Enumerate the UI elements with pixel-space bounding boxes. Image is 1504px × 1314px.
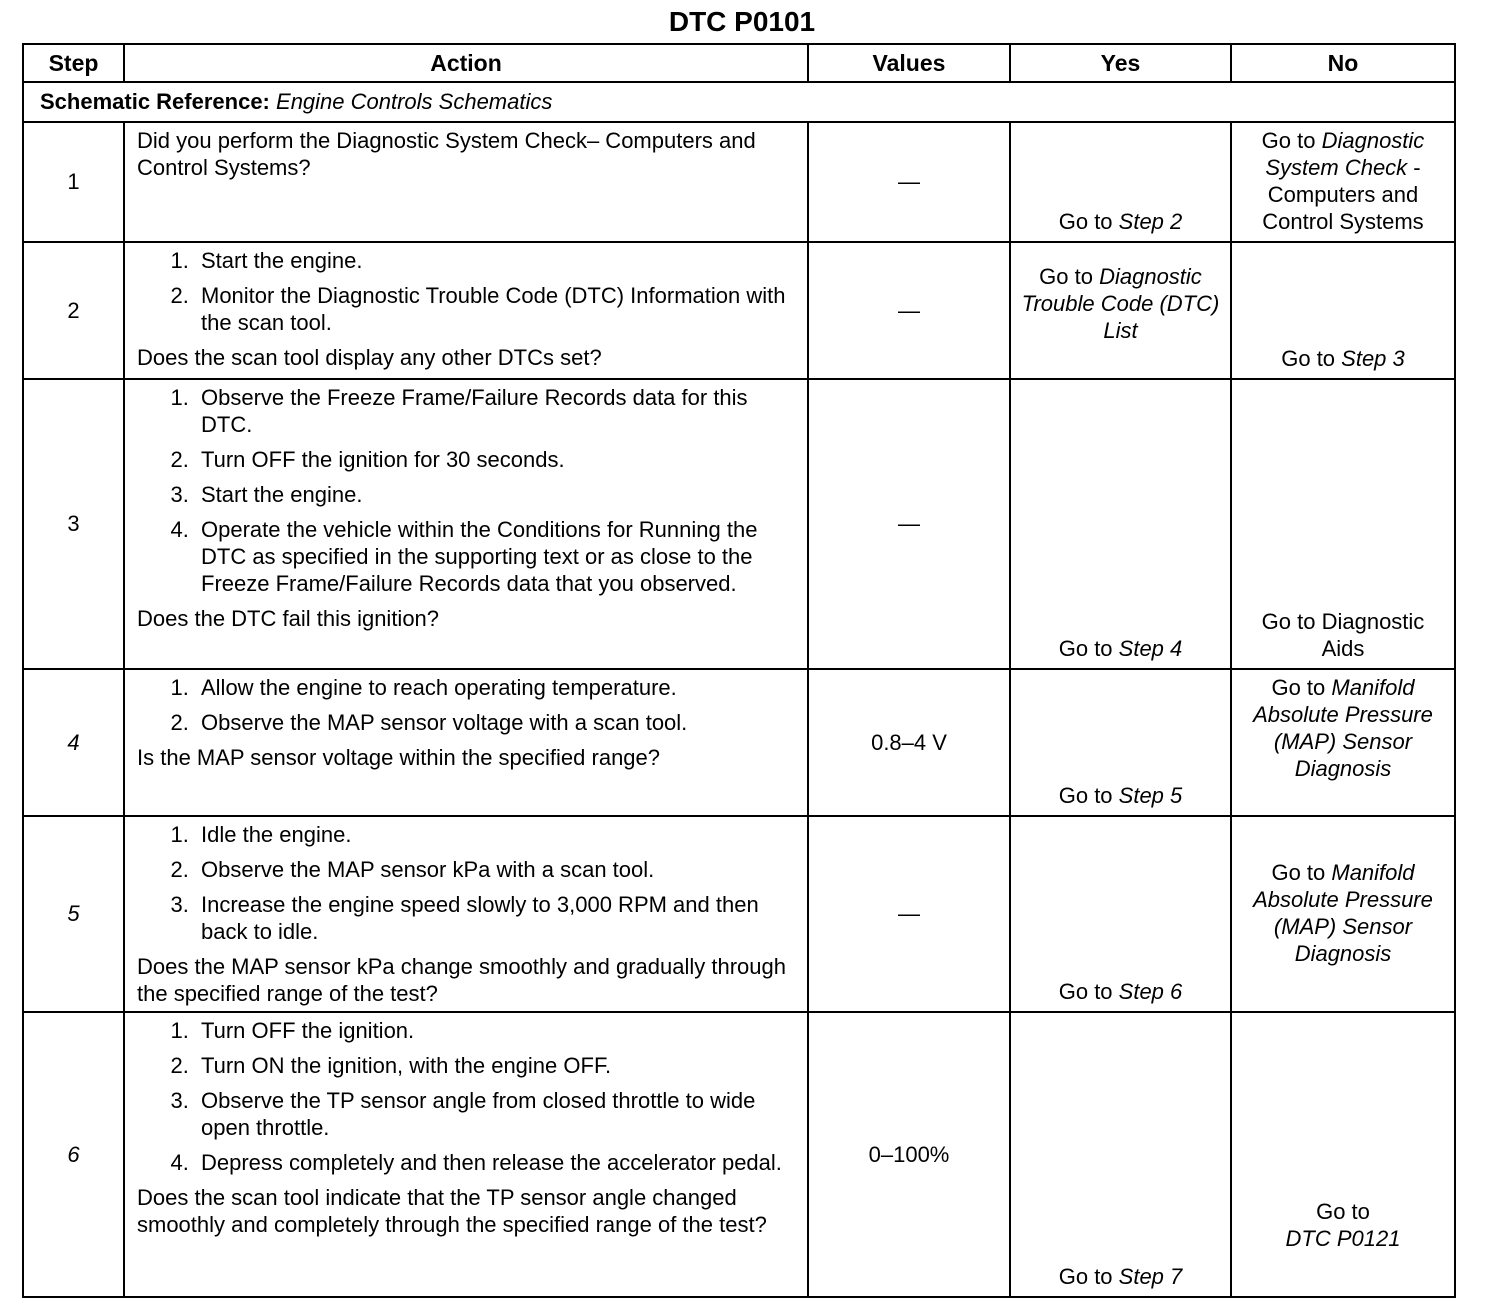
- yes-cell: [1010, 816, 1231, 1012]
- action-item: 2. Observe the MAP sensor voltage with a scan tool.: [195, 709, 797, 736]
- yes-link[interactable]: Step 4: [1118, 636, 1183, 661]
- action-item: 3. Observe the TP sensor angle from closed throttle to wide open throttle.: [195, 1087, 797, 1141]
- action-question: Does the DTC fail this ignition?: [137, 606, 440, 631]
- action-item: 1. Observe the Freeze Frame/Failure Records data for this DTC.: [195, 384, 797, 438]
- action-item: 4. Operate the vehicle within the Conditions for Running the DTC as specified in the supporting text or as close to the Freeze Frame/Failure Records data that you observed.: [195, 516, 797, 597]
- yes-prefix: Go to: [1058, 209, 1119, 234]
- yes-link[interactable]: Step 2: [1118, 209, 1183, 234]
- value-cell: 0–100%: [808, 1012, 1010, 1297]
- no-prefix: Go to: [1281, 346, 1342, 371]
- action-list: [137, 1017, 797, 1176]
- no-prefix: Go to: [1261, 128, 1322, 153]
- step-number: 1: [23, 122, 124, 242]
- no-link[interactable]: DTC P0121: [1285, 1226, 1401, 1251]
- step-number: 2: [23, 242, 124, 379]
- action-item: 3. Start the engine.: [195, 481, 797, 508]
- no-cell: [1231, 379, 1455, 669]
- yes-prefix: Go to: [1039, 264, 1100, 289]
- no-link[interactable]: Step 3: [1341, 346, 1405, 371]
- yes-cell: [1010, 122, 1231, 242]
- action-item: 2. Turn OFF the ignition for 30 seconds.: [195, 446, 797, 473]
- no-prefix: Go to: [1271, 860, 1332, 885]
- action-cell: [124, 242, 808, 379]
- action-item: 2. Monitor the Diagnostic Trouble Code (DTC) Information with the scan tool.: [195, 282, 797, 336]
- schematic-reference: [23, 82, 1455, 122]
- step-number: 6: [23, 1012, 124, 1297]
- header-no: No: [1231, 44, 1455, 82]
- yes-link[interactable]: Step 5: [1118, 783, 1183, 808]
- action-list: [137, 674, 797, 736]
- no-link[interactable]: Manifold Absolute Pressure (MAP) Sensor Diagnosis: [1253, 860, 1433, 966]
- schematic-label: Schematic Reference:: [40, 89, 270, 114]
- step-number: 4: [23, 669, 124, 816]
- no-cell: [1231, 242, 1455, 379]
- action-item: 1. Start the engine.: [195, 247, 797, 274]
- step-number: 5: [23, 816, 124, 1012]
- header-action: Action: [124, 44, 808, 82]
- action-question: Does the scan tool display any other DTCs set?: [137, 345, 602, 370]
- action-list: [137, 247, 797, 336]
- table-row: [23, 669, 1455, 816]
- action-cell: [124, 122, 808, 242]
- action-item: 1. Allow the engine to reach operating temperature.: [195, 674, 797, 701]
- table-row: [23, 1012, 1455, 1297]
- table-row: [23, 816, 1455, 1012]
- value-cell: —: [808, 379, 1010, 669]
- table-row: [23, 242, 1455, 379]
- action-cell: [124, 669, 808, 816]
- value-cell: —: [808, 122, 1010, 242]
- diagnostic-table: [22, 43, 1456, 1298]
- no-suffix: - Computers and Control Systems: [1262, 155, 1424, 234]
- yes-prefix: Go to: [1058, 636, 1119, 661]
- no-prefix: Go to: [1271, 675, 1332, 700]
- schematic-reference-row: [23, 82, 1455, 122]
- action-item: 2. Turn ON the ignition, with the engine OFF.: [195, 1052, 797, 1079]
- action-cell: [124, 379, 808, 669]
- value-cell: 0.8–4 V: [808, 669, 1010, 816]
- yes-cell: [1010, 1012, 1231, 1297]
- no-cell: [1231, 816, 1455, 1012]
- header-row: [23, 44, 1455, 82]
- header-values: Values: [808, 44, 1010, 82]
- yes-link[interactable]: Step 7: [1118, 1264, 1183, 1289]
- action-question: Does the scan tool indicate that the TP sensor angle changed smoothly and completely through the specified range of the test?: [137, 1185, 767, 1237]
- value-cell: —: [808, 242, 1010, 379]
- no-cell: [1231, 1012, 1455, 1297]
- yes-link[interactable]: Step 6: [1118, 979, 1183, 1004]
- action-cell: [124, 1012, 808, 1297]
- page-title: DTC P0101: [668, 6, 816, 37]
- action-item: 4. Depress completely and then release the accelerator pedal.: [195, 1149, 797, 1176]
- action-question: Is the MAP sensor voltage within the specified range?: [137, 745, 661, 770]
- yes-prefix: Go to: [1058, 979, 1119, 1004]
- yes-cell: [1010, 669, 1231, 816]
- action-item: 1. Turn OFF the ignition.: [195, 1017, 797, 1044]
- yes-cell: [1010, 242, 1231, 379]
- yes-cell: [1010, 379, 1231, 669]
- yes-link[interactable]: Diagnostic Trouble Code (DTC) List: [1021, 264, 1220, 343]
- table-row: [23, 122, 1455, 242]
- no-link[interactable]: Diagnostic System Check: [1265, 128, 1425, 180]
- no-link[interactable]: Go to Diagnostic Aids: [1261, 609, 1425, 661]
- header-yes: Yes: [1010, 44, 1231, 82]
- no-prefix: Go to: [1316, 1199, 1370, 1224]
- no-link[interactable]: Manifold Absolute Pressure (MAP) Sensor Diagnosis: [1253, 675, 1433, 781]
- action-item: 3. Increase the engine speed slowly to 3,000 RPM and then back to idle.: [195, 891, 797, 945]
- value-cell: —: [808, 816, 1010, 1012]
- action-item: 1. Idle the engine.: [195, 821, 797, 848]
- header-step: Step: [23, 44, 124, 82]
- action-item: 2. Observe the MAP sensor kPa with a scan tool.: [195, 856, 797, 883]
- yes-prefix: Go to: [1058, 783, 1119, 808]
- yes-prefix: Go to: [1058, 1264, 1119, 1289]
- no-cell: [1231, 669, 1455, 816]
- no-cell: [1231, 122, 1455, 242]
- schematic-link[interactable]: Engine Controls Schematics: [276, 89, 553, 114]
- action-list: [137, 821, 797, 945]
- action-question: Does the MAP sensor kPa change smoothly and gradually through the specified range of the test?: [137, 954, 786, 1006]
- table-row: [23, 379, 1455, 669]
- step-number: 3: [23, 379, 124, 669]
- action-cell: [124, 816, 808, 1012]
- action-question: Did you perform the Diagnostic System Check– Computers and Control Systems?: [137, 128, 756, 180]
- action-list: [137, 384, 797, 597]
